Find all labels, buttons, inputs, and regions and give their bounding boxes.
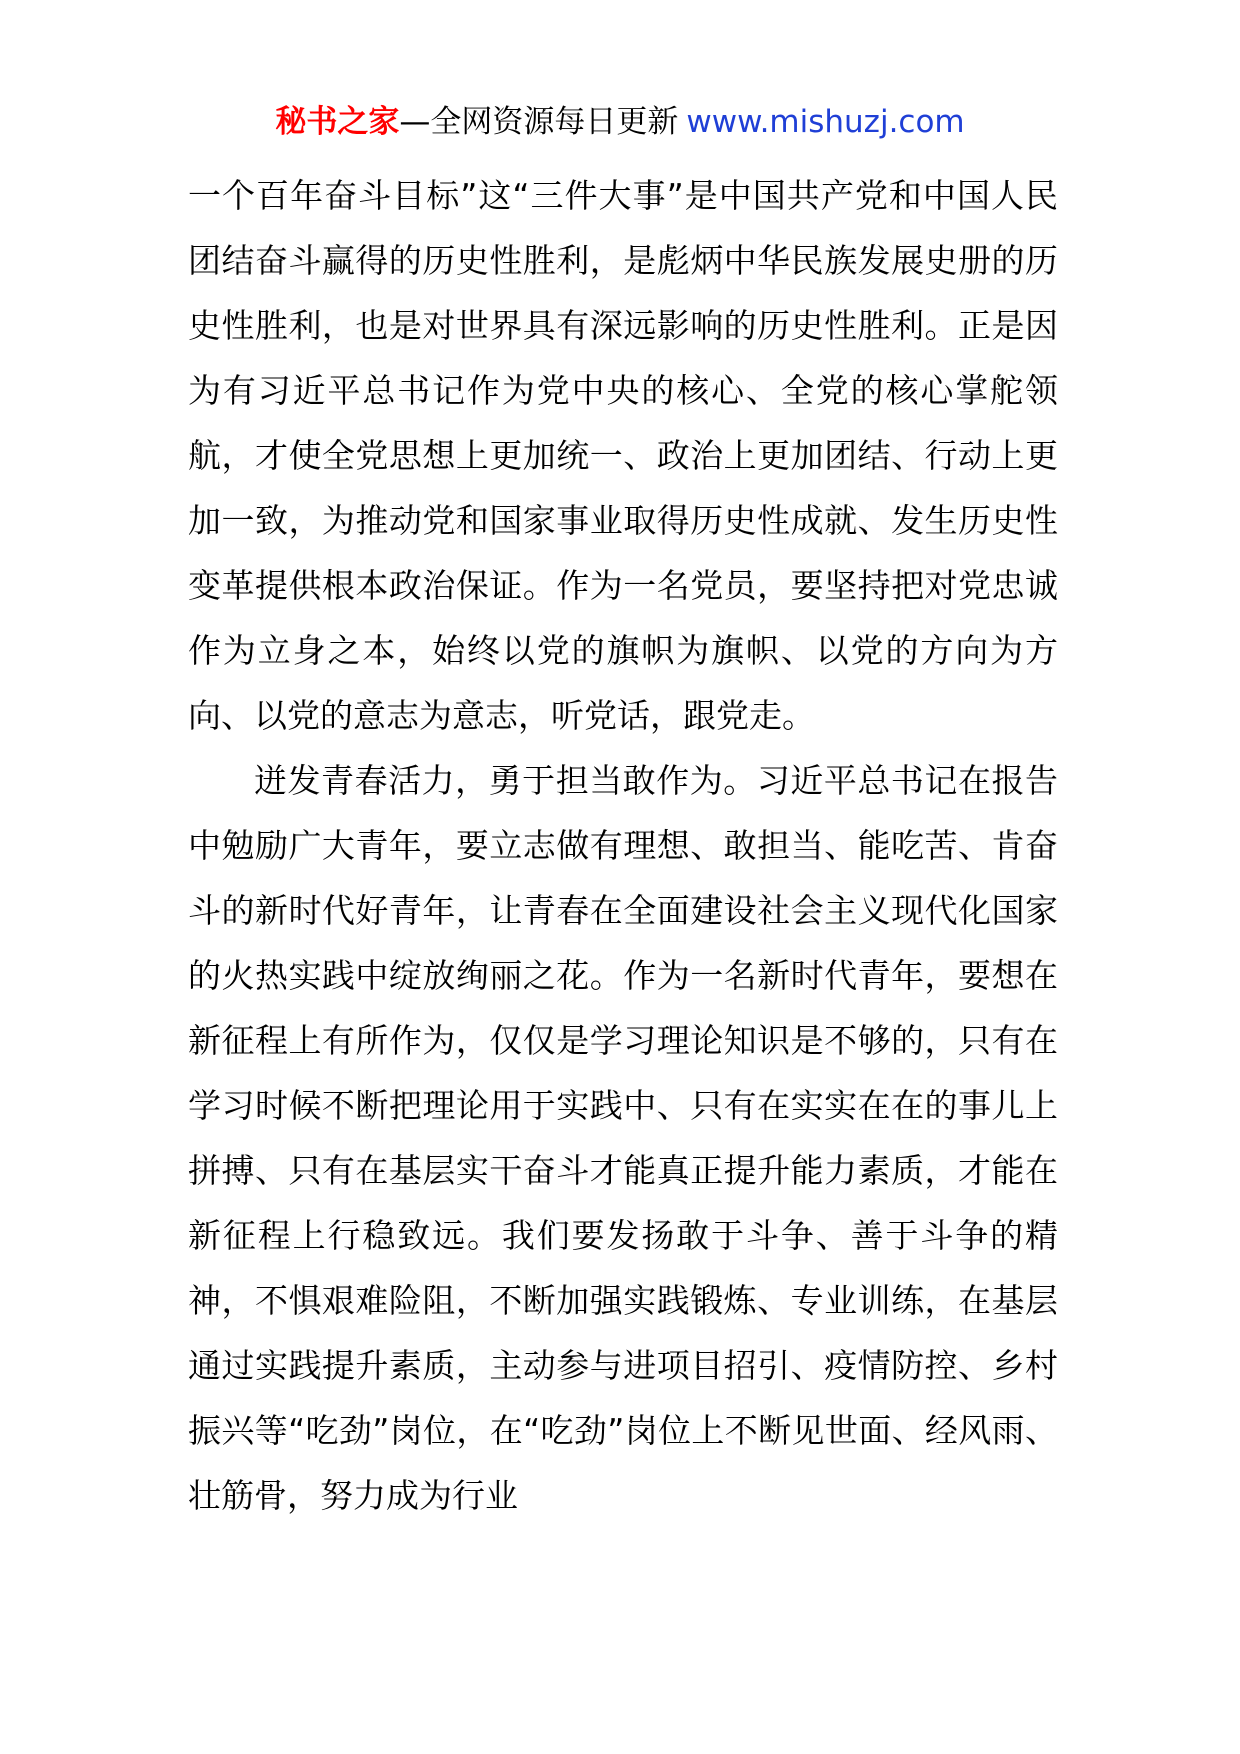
paragraph-youth-vitality: 迸发青春活力，勇于担当敢作为。习近平总书记在报告中勉励广大青年，要立志做有理想、敢担当、能吃苦、肯奋斗的新时代好青年，让青春在全面建设社会主义现代化国家的火热实践中绽放绚丽之花。作为一名新时代青年，要想在新征程上有所作为，仅仅是学习理论知识是不够的，只有在学习时候不断把理论用于实践中、只有在实实在在的事儿上拼搏、只有在基层实干奋斗才能真正提升能力素质，才能在新征程上行稳致远。我们要发扬敢于斗争、善于斗争的精神，不惧艰难险阻，不断加强实践锻炼、专业训练，在基层通过实践提升素质，主动参与进项目招引、疫情防控、乡村振兴等“吃劲”岗位，在“吃劲”岗位上不断见世面、经风雨、壮筋骨，努力成为行业 xyxy=(188,761,1058,1515)
paragraph-continued: 一个百年奋斗目标”这“三件大事”是中国共产党和中国人民团结奋斗赢得的历史性胜利，是彪炳中华民族发展史册的历史性胜利，也是对世界具有深远影响的历史性胜利。正是因为有习近平总书记作为党中央的核心、全党的核心掌舵领航，才使全党思想上更加统一、政治上更加团结、行动上更加一致，为推动党和国家事业取得历史性成就、发生历史性变革提供根本政治保证。作为一名党员，要坚持把对党忠诚作为立身之本，始终以党的旗帜为旗帜、以党的方向为方向、以党的意志为意志，听党话，跟党走。 xyxy=(188,176,1058,735)
site-url-link[interactable]: www.mishuzj.com xyxy=(686,104,965,140)
site-slogan: —全网资源每日更新 xyxy=(399,104,679,140)
page-header xyxy=(0,100,1240,144)
site-brand: 秘书之家 xyxy=(275,104,400,140)
document-body xyxy=(188,163,1058,1528)
